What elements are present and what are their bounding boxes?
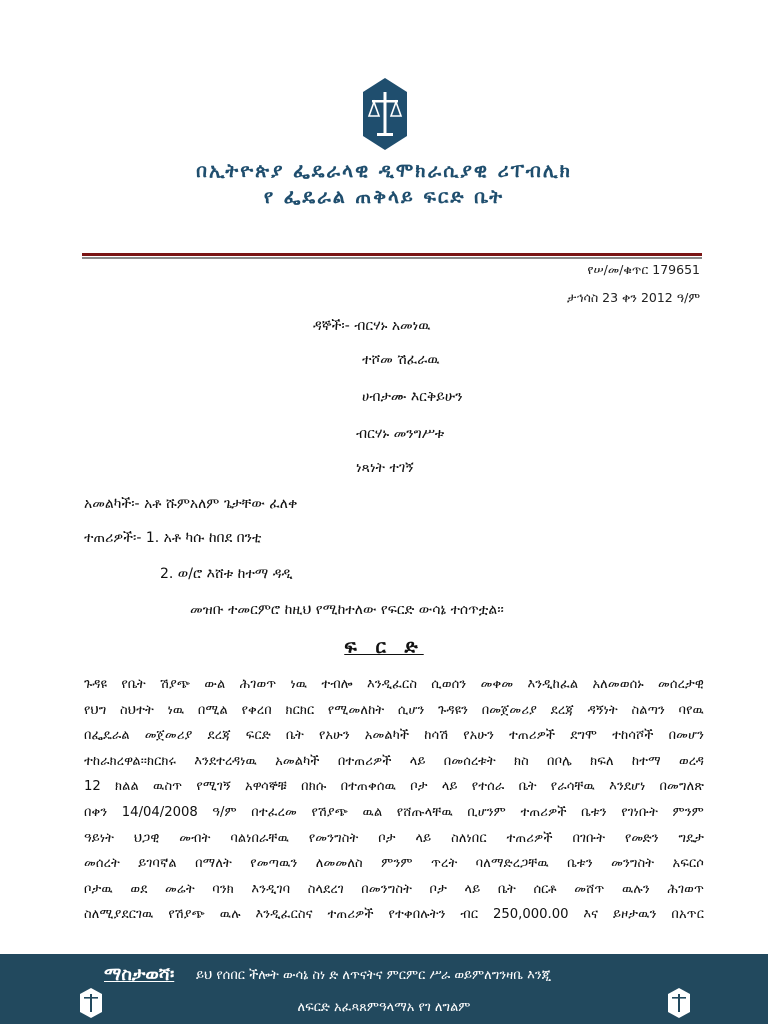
judges-line: [313, 318, 430, 334]
file-number: የሠ/መ/ቁጥር 179651: [587, 262, 700, 277]
court-emblem-icon: [668, 988, 690, 1018]
body-line: መሰረት ይገባኛል በማለት የመጣዉን ለመመለስ ምንም ጥረት ባለማድረጋቸዉ ቤቱን መንግስት አፍርሶ: [84, 856, 704, 872]
body-line: ተከራክረዋል፡፡ክርክሩ እንደተረዳነዉ አመልካች በተጠሪዎች ላይ በመሰረቱት ክስ በቦሌ ክፍለ ከተማ ወረዳ: [84, 753, 704, 769]
court-emblem-icon: [363, 78, 407, 150]
body-line: የህግ ስህተት ነዉ በሚል የቀረበ ክርክር የሚመለከት ሲሆን ጉዳዩን በመጀመሪያ ደረጃ ዳኝነት ስልጣን ባየዉ: [84, 702, 704, 718]
court-emblem-icon: [80, 988, 102, 1018]
header-rule: [82, 253, 702, 256]
header-rule-shadow: [82, 257, 702, 259]
body-line: ዓይነት ህጋዊ መብት ባልነበራቸዉ የመንግስት ቦታ ላይ ስለነበር ተጠሪዎች በገቡት የመድን ግዴታ: [84, 830, 704, 846]
notice-text-line2: ለፍርድ አፈጻጸምዓላማአ የገ ለግልም: [297, 1000, 471, 1015]
body-line: ስለሚያደርገዉ የሽያጭ ዉሉ እንዲፈርስና ተጠሪዎች የተቀበሉትን ብር 250,000.00 እና ይዞታዉን በአጥር: [84, 907, 704, 923]
court-title-line1: በኢትዮጵያ ፌዴራላዊ ዲሞክራሲያዊ ሪፐብሊክ: [196, 160, 572, 182]
respondents-label: ተጠሪዎች፡-: [84, 530, 142, 546]
respondent-name: 2. ወ/ሮ እሸቱ ከተማ ዳዲ: [160, 566, 293, 582]
judgment-date: ታኅሳስ 23 ቀን 2012 ዓ/ም: [566, 290, 700, 305]
body-line: ጉዳዩ የቤት ሽያጭ ውል ሕገወጥ ነዉ ተብሎ እንዲፈርስ ሲወሰን መቀመ እንዲከፈል አለመወሰኑ መሰረታዊ: [84, 677, 704, 692]
judge-name: ነጻነት ተገኝ: [356, 460, 414, 476]
body-line: ቦታዉ ወደ መሬት ባንክ እንዲገባ ስላደረገ በመንግስት ቦታ ላይ ቤት ሰርቶ መሸጥ ዉሉን ሕገወጥ: [84, 881, 704, 897]
body-line: 12 ክልል ዉስጥ የሚገኝ አዋሳኞቹ በክሱ በተጠቀሰዉ ቦታ ላይ የተሰራ ቤት የራሳቸዉ እንደሆነ በመግለጽ: [84, 779, 704, 795]
judge-name: ብርሃኑ መንግሥቱ: [356, 426, 445, 442]
applicant-line: [84, 496, 297, 512]
applicant-label: አመልካች፡-: [84, 496, 140, 512]
judges-label: ዳኞች፡-: [313, 318, 350, 334]
court-title-line2: የ ፌዴራል ጠቅላይ ፍርድ ቤት: [263, 186, 505, 208]
judgment-body: [84, 672, 704, 928]
judge-name: ብርሃኑ አመነዉ: [354, 318, 431, 334]
judgment-heading: ፍ ር ድ: [344, 636, 424, 658]
body-line: በቀን 14/04/2008 ዓ/ም በተፈረመ የሽያጭ ዉል የሸጡላቸዉ ቢሆንም ተጠሪዎች ቤቱን የገነቡት ምንም: [84, 804, 704, 820]
body-line: በፌዴራል መጀመሪያ ደረጃ ፍርድ ቤት የአሁን አመልካች ከሳሽ የአሁን ተጠሪዎች ደግሞ ተከሳሾች በመሆን: [84, 728, 704, 744]
applicant-name: አቶ ሹምአለም ጌታቸው ፈለቀ: [144, 496, 298, 512]
examined-statement: መዝቡ ተመርምሮ ከዚህ የሚከተለው የፍርድ ውሳኔ ተሰጥቷል፡፡: [190, 602, 504, 618]
respondent-name: 1. አቶ ካሱ ከበደ በንቲ: [145, 530, 262, 546]
judge-name: ተሾመ ሽፈራዉ: [362, 352, 440, 368]
notice-label: ማስታወሻ፡: [104, 964, 175, 985]
footer-notice-banner: [0, 954, 768, 1024]
notice-text: ይህ የሰበር ችሎት ውሳኔ ስነ ድ ለጥናትና ምርምር ሥራ ወይምለግንዛቤ እንጂ: [196, 968, 552, 983]
respondents-line: [84, 530, 261, 546]
judge-name: ሀብታሙ እርቅይሁን: [362, 389, 463, 405]
